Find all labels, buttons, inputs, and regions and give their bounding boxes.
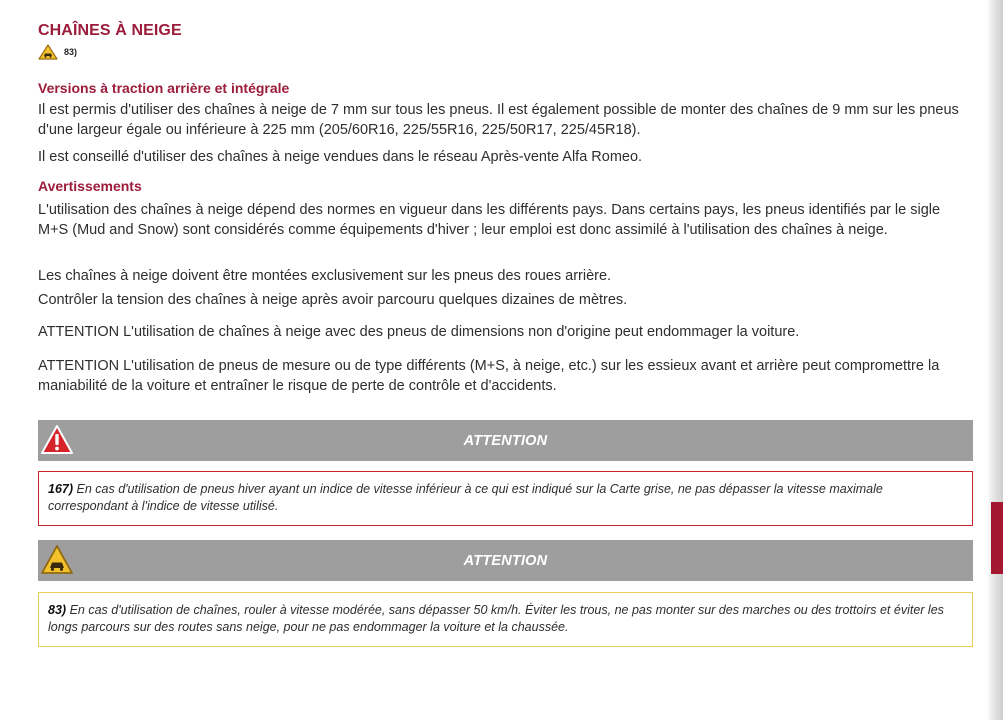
section-title: CHAÎNES À NEIGE	[38, 22, 182, 39]
paragraph: Contrôler la tension des chaînes à neige après avoir parcouru quelques dizaines de mètres.	[38, 292, 628, 308]
paragraph: Il est conseillé d'utiliser des chaînes à neige vendues dans le réseau Après-vente Alfa Romeo.	[38, 149, 643, 165]
paragraph: Les chaînes à neige doivent être montées exclusivement sur les pneus des roues arrière.	[38, 268, 612, 284]
warning-header-bar	[38, 420, 973, 461]
warning-text: En cas d'utilisation de chaînes, rouler à vitesse modérée, sans dépasser 50 km/h. Éviter les trous, ne pas monter sur des marches ou des trottoirs et éviter les longs parcours sur des routes sans neige, pour ne pas endommager la voiture et la chaussée.	[48, 603, 944, 634]
warning-title: ATTENTION	[463, 552, 548, 569]
paragraph: Il est permis d'utiliser des chaînes à neige de 7 mm sur tous les pneus. Il est également possible de monter des chaînes de 9 mm sur les pneus d'une largeur égale ou inférieure à 225 mm (205/60R16, 225/55R16, 225/50R17, 225/45R18).	[38, 102, 959, 138]
paragraph-attention: ATTENTION L'utilisation de chaînes à neige avec des pneus de dimensions non d'origine peut endommager la voiture.	[38, 324, 800, 340]
subsection-heading: Avertissements	[38, 178, 142, 194]
warning-text: En cas d'utilisation de pneus hiver ayant un indice de vitesse inférieur à ce qui est indiqué sur la Carte grise, ne pas dépasser la vitesse maximale correspondant à l'indice de vitesse utilisé.	[48, 482, 883, 513]
paragraph: L'utilisation des chaînes à neige dépend des normes en vigueur dans les différents pays. Dans certains pays, les pneus identifiés par le sigle M+S (Mud and Snow) sont considérés comme équipements d'hiver ; leur emploi est donc assimilé à l'utilisation des chaînes à neige.	[38, 202, 941, 238]
warning-number[interactable]: 83)	[48, 603, 67, 617]
warning-number[interactable]: 167)	[48, 482, 74, 496]
note-reference-number: 83)	[64, 47, 78, 57]
subsection-heading: Versions à traction arrière et intégrale	[38, 80, 290, 96]
chapter-tab[interactable]	[991, 502, 1003, 574]
red-danger-triangle-icon	[40, 424, 74, 461]
warning-title: ATTENTION	[463, 432, 548, 449]
warning-box	[38, 592, 973, 647]
warning-header-bar	[38, 540, 973, 581]
warning-box	[38, 471, 973, 526]
note-reference[interactable]	[38, 44, 77, 60]
yellow-warning-triangle-car-icon	[40, 544, 74, 581]
yellow-warning-triangle-car-icon	[38, 44, 58, 60]
page-edge-shadow	[987, 0, 1003, 720]
paragraph-attention: ATTENTION L'utilisation de pneus de mesure ou de type différents (M+S, à neige, etc.) sur les essieux avant et arrière peut compromettre la maniabilité de la voiture et entraîner le risque de perte de contrôle et d'accidents.	[38, 358, 940, 394]
